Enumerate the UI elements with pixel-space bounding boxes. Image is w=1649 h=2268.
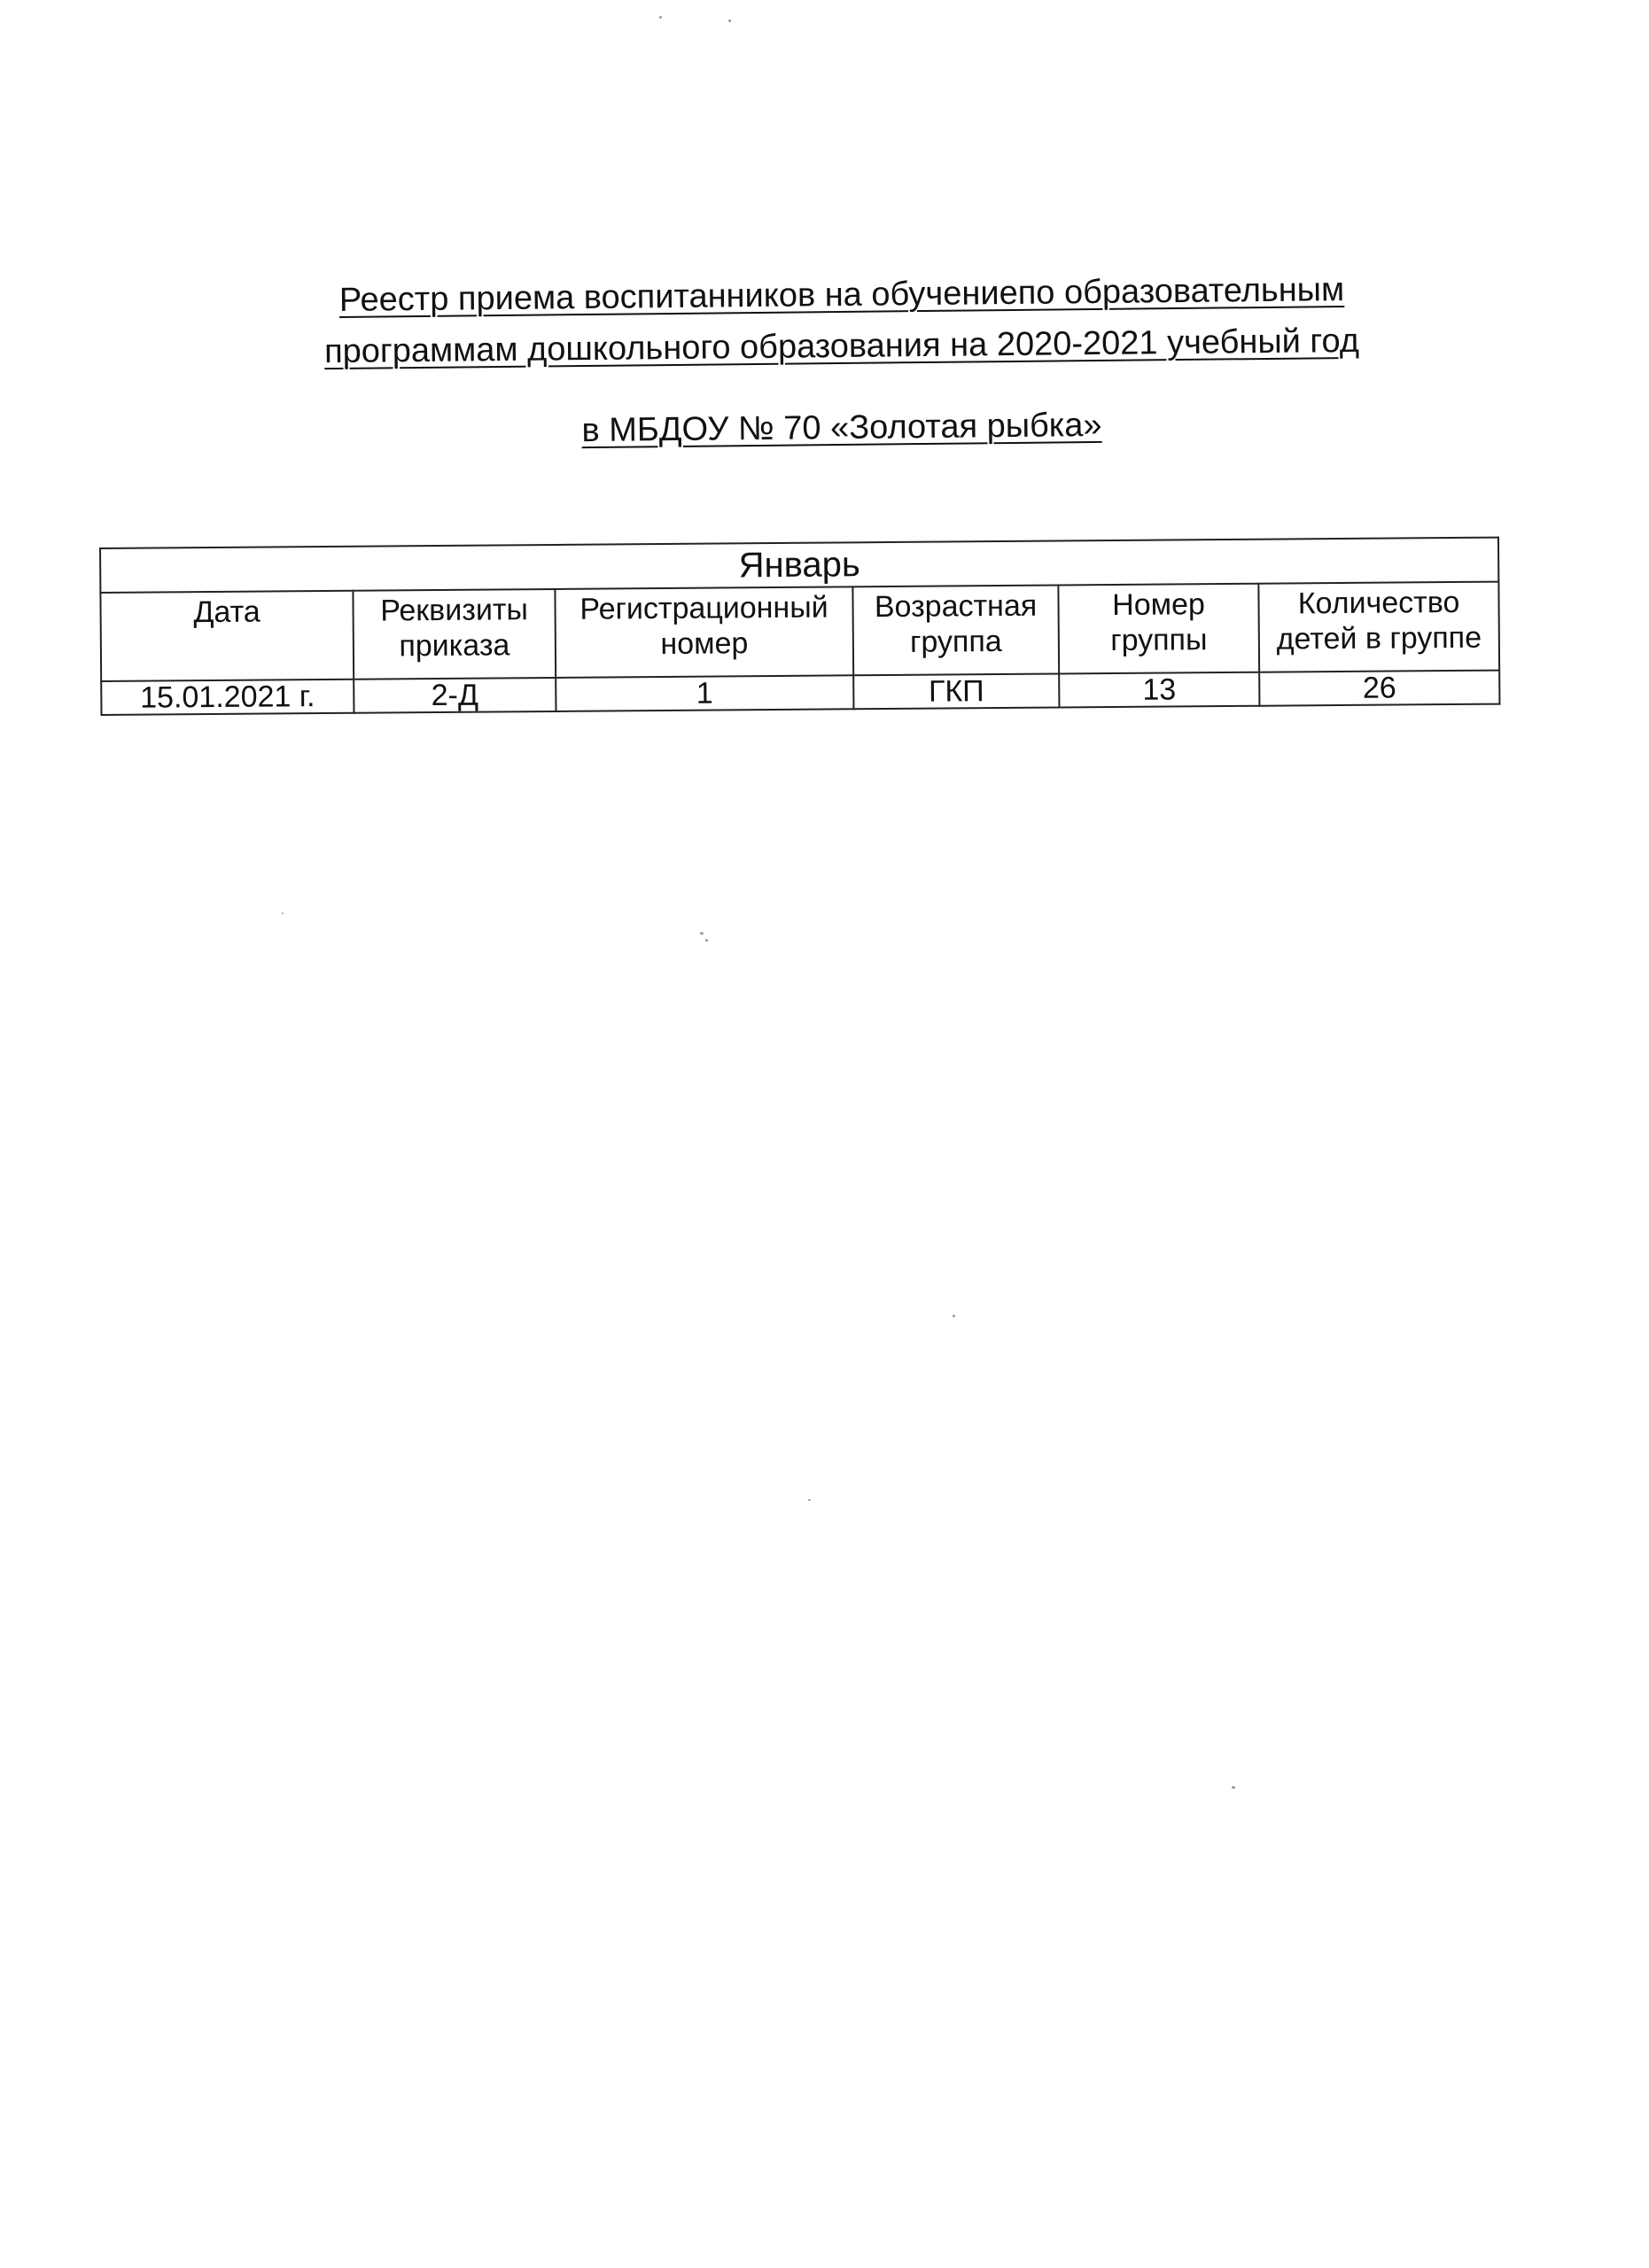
scan-speck (282, 913, 284, 914)
cell-requisites: 2-Д (354, 678, 556, 713)
scan-speck (700, 932, 704, 935)
cell-date: 15.01.2021 г. (101, 680, 354, 715)
title-line-3: в МБДОУ № 70 «Золотая рыбка» (581, 406, 1102, 450)
scan-speck (953, 1315, 955, 1317)
column-header-row (100, 582, 1499, 681)
header-requisites: Реквизиты приказа (353, 589, 556, 680)
scan-speck (659, 16, 662, 19)
title-line-2: программам дошкольного образования на 2020-2021 учебный год (323, 322, 1360, 371)
scan-speck (1232, 1786, 1235, 1789)
cell-children-count: 26 (1259, 671, 1499, 706)
registry-table (99, 537, 1500, 716)
title-line-1: Реестр приема воспитанников на обучениепо образовательным (338, 271, 1345, 319)
scan-speck (808, 1499, 811, 1501)
header-date: Дата (100, 591, 354, 681)
registry-table-container (99, 537, 1498, 716)
cell-group-number: 13 (1059, 672, 1259, 708)
header-reg-number: Регистрационный номер (555, 586, 853, 678)
scan-speck (728, 19, 731, 22)
header-children-count: Количество детей в группе (1258, 582, 1499, 672)
month-header: Январь (100, 538, 1498, 593)
scan-speck (705, 939, 708, 942)
header-group-number: Номер группы (1058, 584, 1259, 674)
header-age-group: Возрастная группа (852, 586, 1059, 676)
cell-age-group: ГКП (853, 673, 1059, 709)
cell-reg-number: 1 (556, 675, 853, 711)
